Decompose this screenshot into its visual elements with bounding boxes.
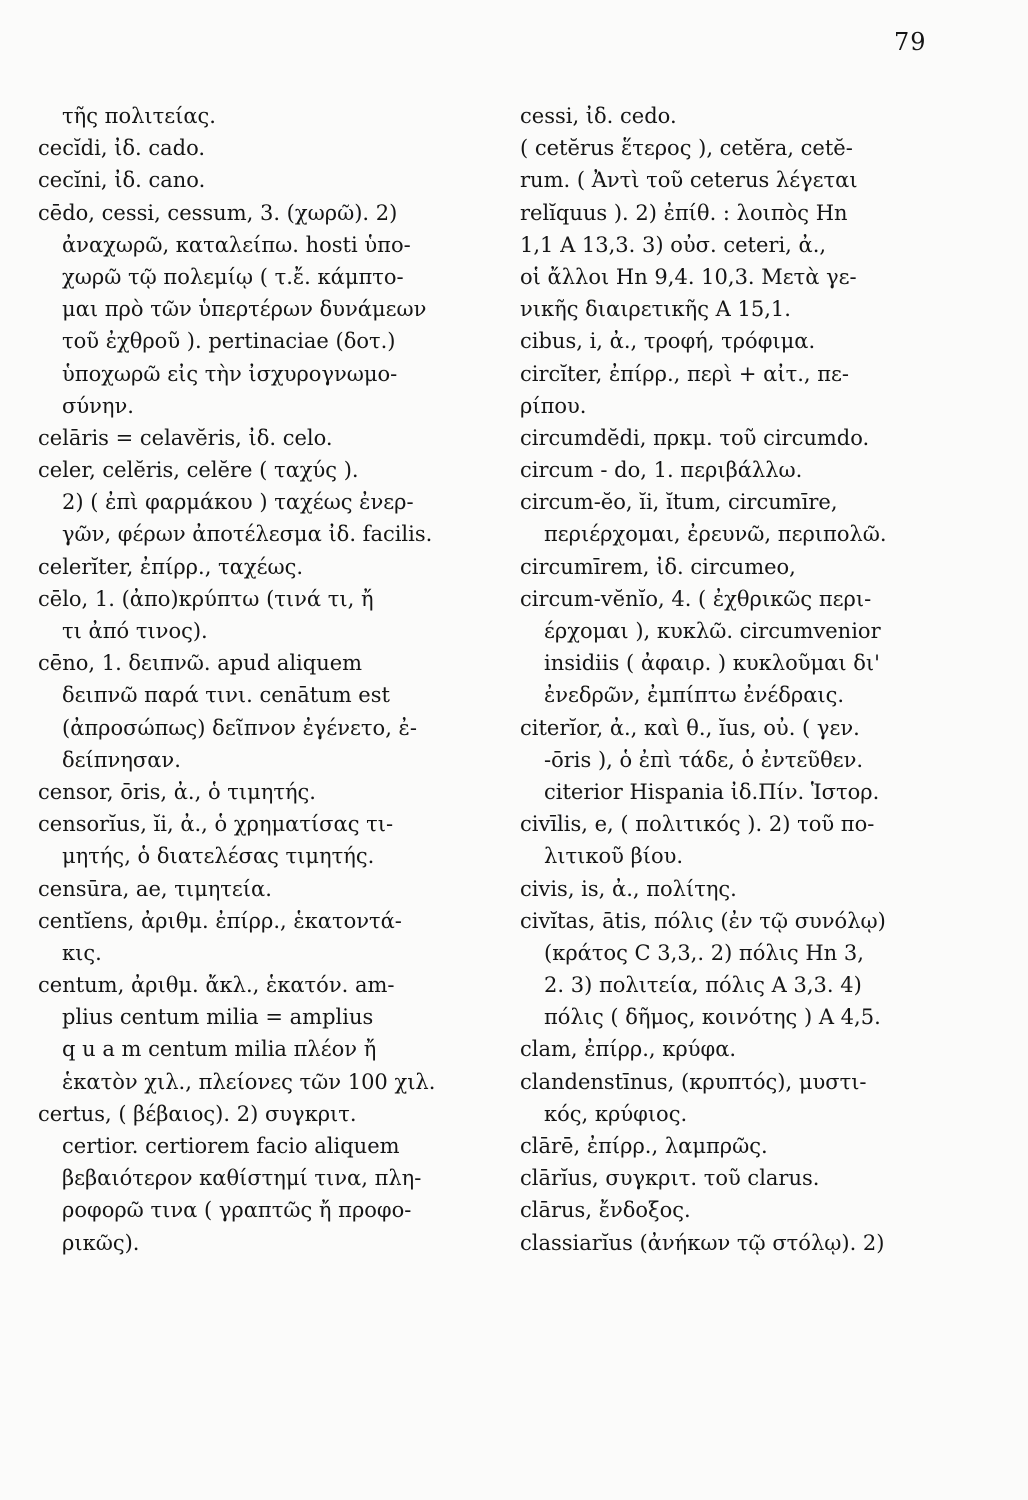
dictionary-continuation-line: (κράτος C 3,3,. 2) πόλις Hn 3,: [544, 940, 864, 965]
dictionary-continuation-line: τοῦ ἐχθροῦ ). pertinaciae (δοτ.): [62, 329, 396, 354]
dictionary-continuation-line: γῶν, φέρων ἀποτέλεσμα ἰδ. facilis.: [62, 522, 433, 547]
dictionary-entry-line: circum-ĕo, ĭi, ĭtum, circumīre,: [520, 490, 838, 515]
dictionary-continuation-line: δειπνῶ παρά τινι. cenātum est: [62, 683, 390, 708]
dictionary-continuation-line: χωρῶ τῷ πολεμίῳ ( τ.ἔ. κάμπτο-: [62, 264, 404, 289]
dictionary-entry-line: ρίπου.: [520, 393, 587, 418]
dictionary-entry-line: centĭens, ἀριθμ. ἐπίρρ., ἑκατοντά-: [38, 908, 402, 933]
dictionary-continuation-line: ρικῶς).: [62, 1230, 140, 1255]
dictionary-entry-line: censor, ōris, ἀ., ὁ τιμητής.: [38, 779, 316, 804]
dictionary-entry-line: cēlo, 1. (ἀπο)κρύπτω (τινά τι, ἤ: [38, 586, 374, 611]
dictionary-continuation-line: περιέρχομαι, ἐρευνῶ, περιπολῶ.: [544, 522, 887, 547]
dictionary-continuation-line: 2) ( ἐπὶ φαρμάκου ) ταχέως ἐνερ-: [62, 490, 414, 515]
dictionary-entry-line: clandenstīnus, (κρυπτός), μυστι-: [520, 1069, 867, 1094]
dictionary-entry-line: circumīrem, ἰδ. circumeo,: [520, 554, 796, 579]
dictionary-entry-line: centum, ἀριθμ. ἄκλ., ἑκατόν. am-: [38, 973, 395, 998]
dictionary-continuation-line: ὑποχωρῶ εἰς τὴν ἰσχυρογνωμο-: [62, 361, 398, 386]
dictionary-continuation-line: ἐνεδρῶν, ἐμπίπτω ἐνέδραις.: [544, 683, 845, 708]
dictionary-entry-line: cēdo, cessi, cessum, 3. (χωρῶ). 2): [38, 200, 398, 225]
dictionary-entry-line: civis, is, ἀ., πολίτης.: [520, 876, 737, 901]
dictionary-continuation-line: έρχομαι ), κυκλῶ. circumvenior: [544, 619, 881, 643]
dictionary-continuation-line: τῆς πολιτείας.: [62, 104, 216, 128]
dictionary-continuation-line: μαι πρὸ τῶν ὑπερτέρων δυνάμεων: [62, 297, 427, 322]
left-column: [38, 100, 493, 1259]
dictionary-entry-line: clam, ἐπίρρ., κρύφα.: [520, 1037, 737, 1062]
dictionary-continuation-line: πόλις ( δῆμος, κοινότης ) A 4,5.: [544, 1005, 881, 1030]
dictionary-entry-line: circum - do, 1. περιβάλλω.: [520, 458, 803, 483]
dictionary-entry-line: civīlis, e, ( πολιτικός ). 2) τοῦ πο-: [520, 812, 875, 837]
dictionary-entry-line: civĭtas, ātis, πόλις (ἐν τῷ συνόλῳ): [520, 908, 886, 933]
dictionary-entry-line: cessi, ἰδ. cedo.: [520, 104, 677, 128]
dictionary-entry-line: censūra, ae, τιμητεία.: [38, 876, 272, 901]
dictionary-continuation-line: ἑκατὸν χιλ., πλείονες τῶν 100 χιλ.: [62, 1069, 436, 1094]
dictionary-continuation-line: κός, κρύφιος.: [544, 1101, 688, 1126]
dictionary-continuation-line: 2. 3) πολιτεία, πόλις A 3,3. 4): [544, 973, 862, 998]
dictionary-entry-line: celer, celĕris, celĕre ( ταχύς ).: [38, 458, 359, 483]
dictionary-continuation-line: insidiis ( ἀφαιρ. ) κυκλοῦμαι δι': [544, 651, 880, 676]
dictionary-continuation-line: σύνην.: [62, 393, 134, 418]
dictionary-continuation-line: βεβαιότερον καθίστημί τινα, πλη-: [62, 1166, 422, 1191]
dictionary-entry-line: certus, ( βέβαιος). 2) συγκριτ.: [38, 1101, 357, 1126]
dictionary-entry-line: ( cetĕrus ἕτερος ), cetĕra, cetĕ-: [520, 136, 853, 161]
dictionary-entry-line: cecĭdi, ἰδ. cado.: [38, 136, 206, 161]
dictionary-entry-line: οἱ ἄλλοι Hn 9,4. 10,3. Μετὰ γε-: [520, 264, 857, 289]
page-number: 79: [894, 28, 927, 56]
dictionary-continuation-line: certior. certiorem facio aliquem: [62, 1134, 400, 1158]
dictionary-entry-line: rum. ( Ἀντὶ τοῦ ceterus λέγεται: [520, 168, 858, 193]
dictionary-entry-line: celerĭter, ἐπίρρ., ταχέως.: [38, 554, 304, 579]
dictionary-continuation-line: τι ἀπό τινος).: [62, 619, 208, 643]
dictionary-continuation-line: ἀναχωρῶ, καταλείπω. hosti ὑπο-: [62, 232, 411, 257]
dictionary-entry-line: cecĭni, ἰδ. cano.: [38, 168, 206, 193]
dictionary-entry-line: circumdĕdi, πρκμ. τοῦ circumdo.: [520, 425, 870, 450]
dictionary-entry-line: clārus, ἔνδοξος.: [520, 1198, 691, 1223]
dictionary-entry-line: circĭter, ἐπίρρ., περὶ + αἰτ., πε-: [520, 361, 850, 386]
dictionary-continuation-line: q u a m centum milia πλέον ἤ: [62, 1037, 377, 1062]
dictionary-entry-line: classiarĭus (ἀνήκων τῷ στόλῳ). 2): [520, 1230, 885, 1255]
dictionary-entry-line: censorĭus, ĭi, ἀ., ὁ χρηματίσας τι-: [38, 812, 394, 837]
dictionary-entry-line: celāris = celavĕris, ἰδ. celo.: [38, 425, 333, 450]
dictionary-continuation-line: -ōris ), ὁ ἐπὶ τάδε, ὁ ἐντεῦθεν.: [544, 747, 864, 772]
dictionary-continuation-line: (ἀπροσώπως) δεῖπνον ἐγένετο, ἐ-: [62, 715, 417, 740]
dictionary-entry-line: citerĭor, ἀ., καὶ θ., ĭus, οὐ. ( γεν.: [520, 715, 860, 740]
dictionary-entry-line: 1,1 A 13,3. 3) οὐσ. ceteri, ἀ.,: [520, 232, 827, 257]
dictionary-entry-line: cēno, 1. δειπνῶ. apud aliquem: [38, 651, 363, 676]
dictionary-continuation-line: plius centum milia = amplius: [62, 1005, 374, 1030]
dictionary-continuation-line: citerior Hispania ἰδ.Πίν. Ἱστορ.: [544, 779, 880, 804]
right-column: [520, 100, 975, 1259]
dictionary-continuation-line: ροφορῶ τινα ( γραπτῶς ἤ προφο-: [62, 1198, 412, 1223]
dictionary-continuation-line: κις.: [62, 940, 102, 965]
dictionary-continuation-line: δείπνησαν.: [62, 747, 181, 772]
dictionary-continuation-line: μητής, ὁ διατελέσας τιμητής.: [62, 844, 375, 869]
dictionary-entry-line: clārē, ἐπίρρ., λαμπρῶς.: [520, 1134, 768, 1158]
dictionary-entry-line: clārĭus, συγκριτ. τοῦ clarus.: [520, 1166, 820, 1191]
dictionary-entry-line: νικῆς διαιρετικῆς A 15,1.: [520, 297, 791, 322]
dictionary-continuation-line: λιτικοῦ βίου.: [544, 844, 684, 869]
dictionary-entry-line: relĭquus ). 2) ἐπίθ. : λοιπὸς Hn: [520, 200, 848, 225]
dictionary-entry-line: cibus, i, ἀ., τροφή, τρόφιμα.: [520, 329, 816, 354]
dictionary-entry-line: circum-vĕnĭo, 4. ( ἐχθρικῶς περι-: [520, 586, 872, 611]
